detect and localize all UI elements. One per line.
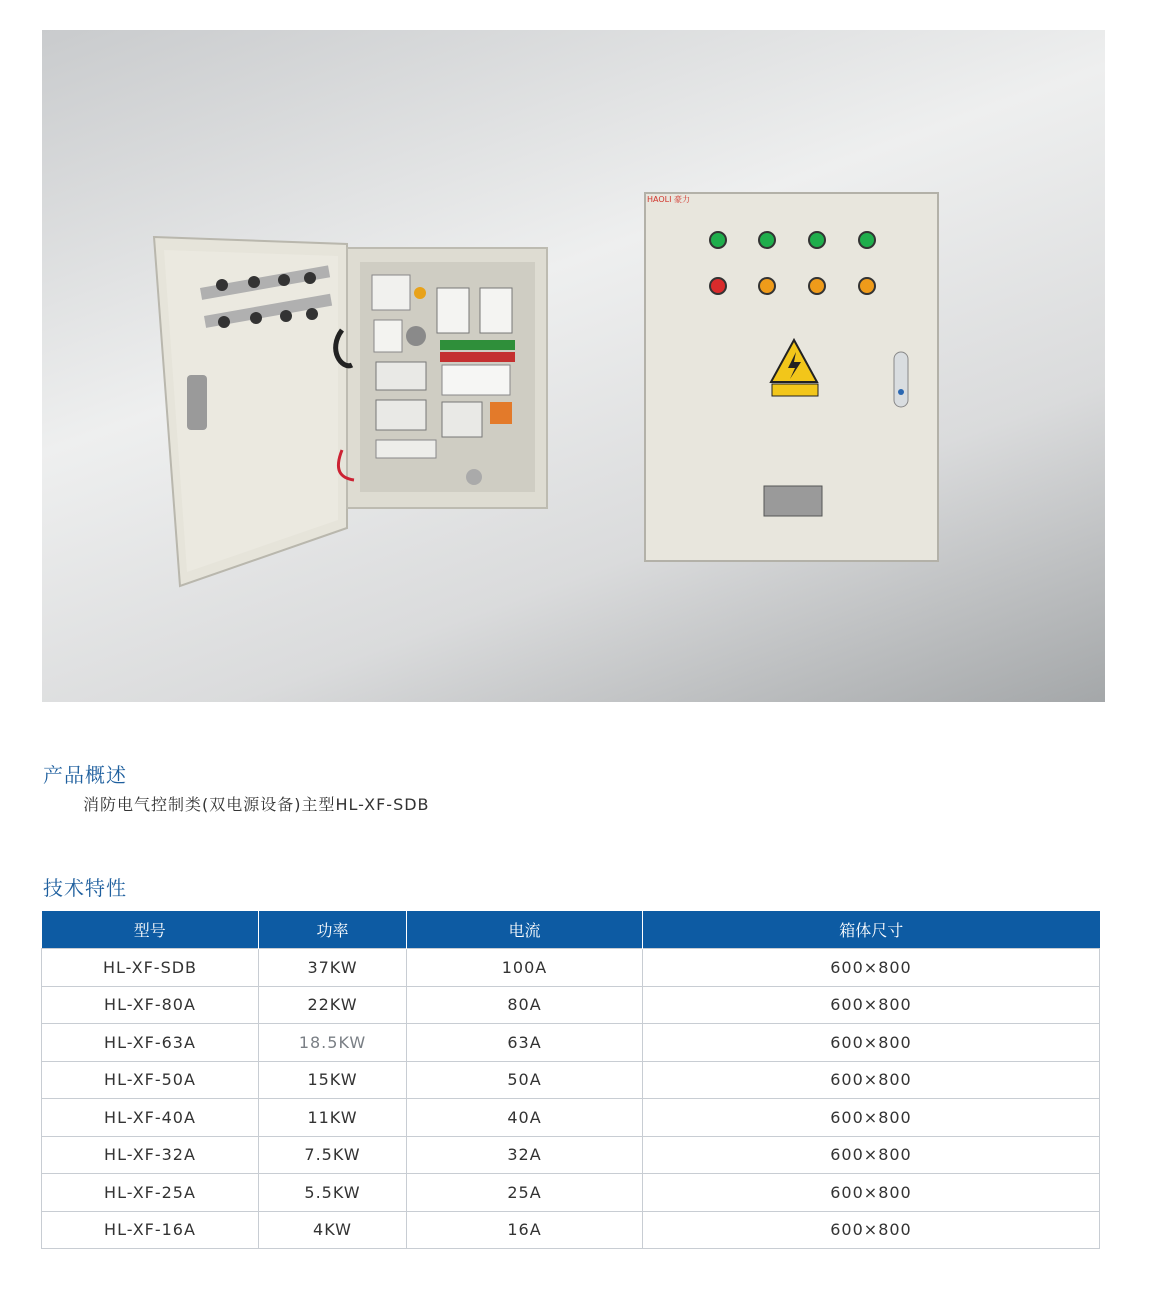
cell-model: HL-XF-25A xyxy=(42,1174,259,1212)
table-row xyxy=(42,1211,1100,1249)
cell-model: HL-XF-40A xyxy=(42,1099,259,1137)
cell-current: 63A xyxy=(407,1024,643,1062)
specs-table xyxy=(41,911,1100,1249)
table-row xyxy=(42,1099,1100,1137)
cell-current: 25A xyxy=(407,1174,643,1212)
cell-size: 600×800 xyxy=(643,986,1100,1024)
cabinet-lock-icon xyxy=(894,352,908,407)
cell-size: 600×800 xyxy=(643,1061,1100,1099)
table-header-row xyxy=(42,911,1100,949)
cell-current: 32A xyxy=(407,1136,643,1174)
cell-power: 15KW xyxy=(259,1061,407,1099)
overview-description: 消防电气控制类(双电源设备)主型HL-XF-SDB xyxy=(83,795,430,814)
cell-model: HL-XF-32A xyxy=(42,1136,259,1174)
brand-logo: HAOLI 豪力 xyxy=(647,195,691,204)
cell-power: 22KW xyxy=(259,986,407,1024)
header-model: 型号 xyxy=(42,911,259,949)
cell-model: HL-XF-16A xyxy=(42,1211,259,1249)
cell-current: 100A xyxy=(407,949,643,987)
door-handle xyxy=(187,375,207,430)
table-row xyxy=(42,949,1100,987)
cell-size: 600×800 xyxy=(643,1099,1100,1137)
cell-power: 18.5KW xyxy=(259,1024,407,1062)
cell-power: 4KW xyxy=(259,1211,407,1249)
cell-model: HL-XF-63A xyxy=(42,1024,259,1062)
header-current: 电流 xyxy=(407,911,643,949)
cell-size: 600×800 xyxy=(643,949,1100,987)
header-cabinet-size: 箱体尺寸 xyxy=(643,911,1100,949)
overview-heading: 产品概述 xyxy=(43,763,127,787)
cell-size: 600×800 xyxy=(643,1211,1100,1249)
specs-heading: 技术特性 xyxy=(43,876,127,900)
cell-current: 80A xyxy=(407,986,643,1024)
cell-model: HL-XF-SDB xyxy=(42,949,259,987)
cell-current: 16A xyxy=(407,1211,643,1249)
control-cabinet-illustration xyxy=(42,30,1105,702)
table-row xyxy=(42,1024,1100,1062)
cell-size: 600×800 xyxy=(643,1024,1100,1062)
table-row xyxy=(42,1174,1100,1212)
header-power: 功率 xyxy=(259,911,407,949)
product-photo xyxy=(42,30,1105,702)
cell-current: 40A xyxy=(407,1099,643,1137)
table-row xyxy=(42,1061,1100,1099)
cell-power: 7.5KW xyxy=(259,1136,407,1174)
table-row xyxy=(42,1136,1100,1174)
cell-power: 5.5KW xyxy=(259,1174,407,1212)
cell-current: 50A xyxy=(407,1061,643,1099)
cell-power: 37KW xyxy=(259,949,407,987)
cell-size: 600×800 xyxy=(643,1136,1100,1174)
cell-size: 600×800 xyxy=(643,1174,1100,1212)
cell-model: HL-XF-50A xyxy=(42,1061,259,1099)
nameplate xyxy=(764,486,822,516)
cell-power: 11KW xyxy=(259,1099,407,1137)
table-row xyxy=(42,986,1100,1024)
cell-model: HL-XF-80A xyxy=(42,986,259,1024)
